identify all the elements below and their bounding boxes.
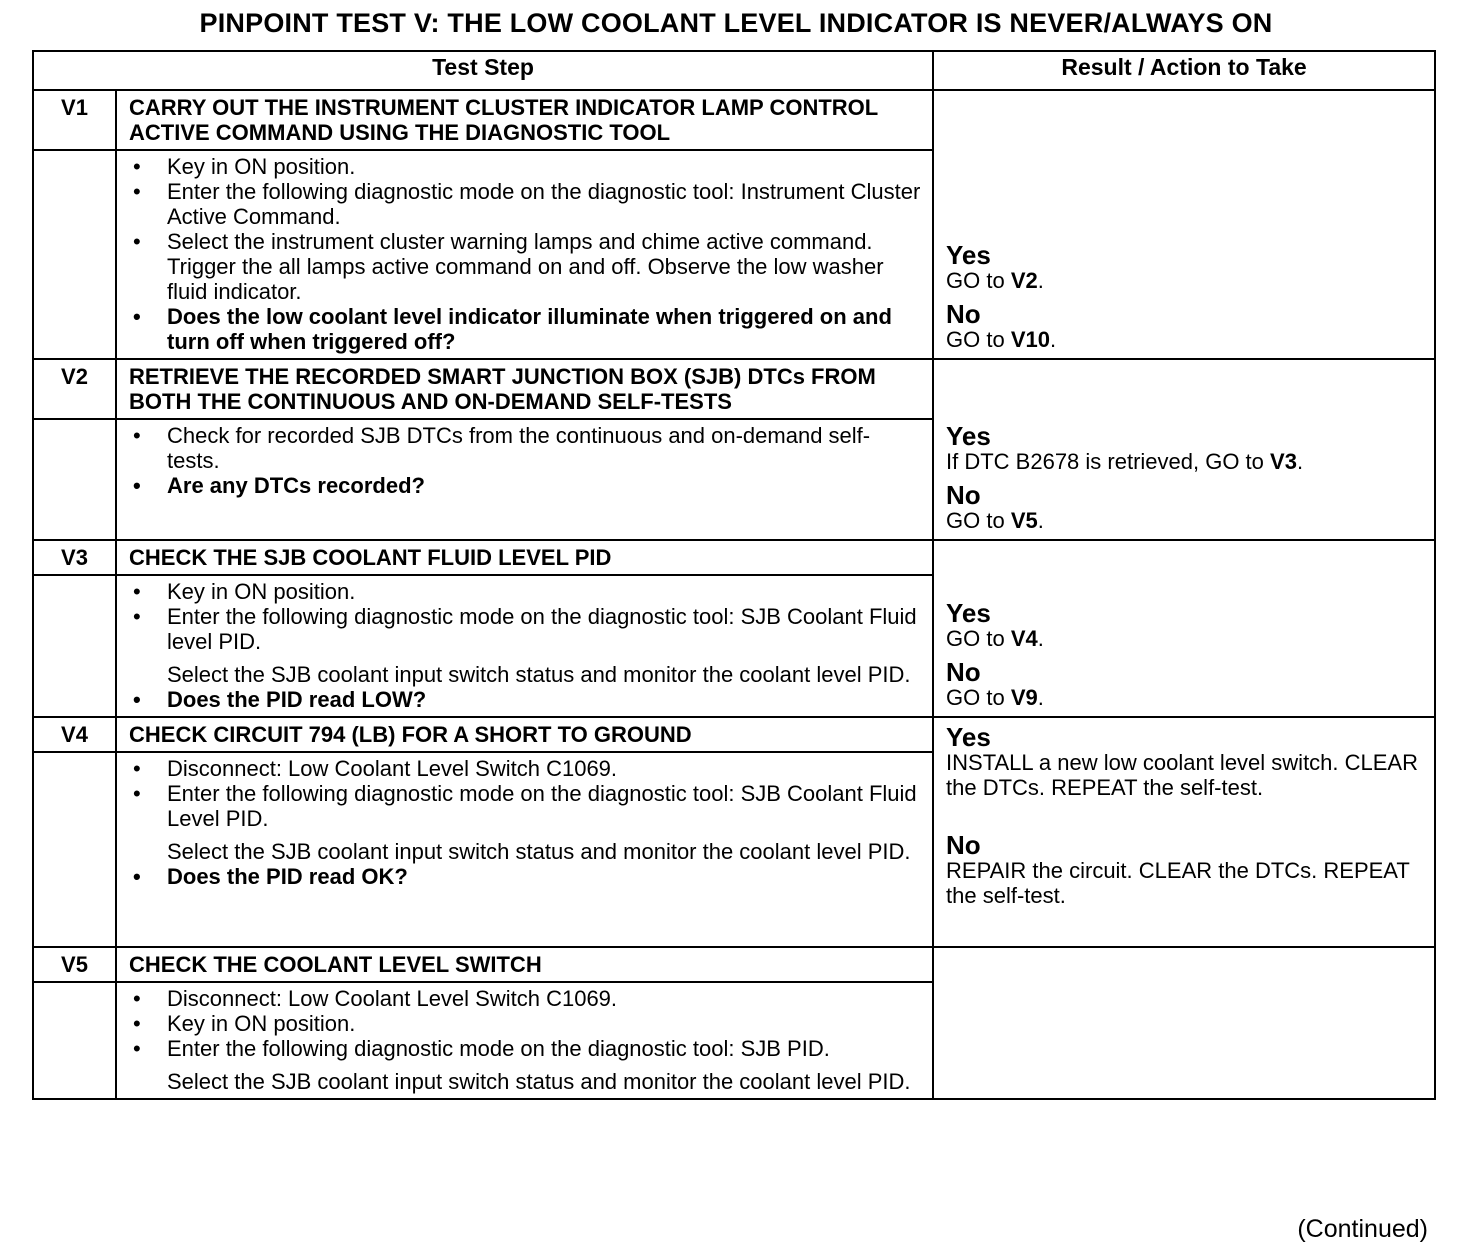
- result-yes: Yes If DTC B2678 is retrieved, GO to V3.: [946, 423, 1424, 474]
- result-no: [946, 832, 1424, 908]
- step-row-v5: [33, 947, 1435, 982]
- yes-label: Yes: [946, 598, 991, 628]
- list-item: • Select the instrument cluster warning lamps and chime active command. Trigger the all lamps active command on and off. Observe the low washer fluid indicator.: [127, 229, 922, 304]
- list-item: • Key in ON position.: [127, 1011, 922, 1036]
- result-cell-v2: [933, 359, 1435, 540]
- list-item: • Key in ON position.: [127, 154, 922, 179]
- list-item-question: • Does the PID read OK?: [127, 864, 922, 889]
- header-test-step: Test Step: [33, 51, 933, 90]
- step-title: RETRIEVE THE RECORDED SMART JUNCTION BOX (SJB) DTCs FROM BOTH THE CONTINUOUS AND ON-DEMAND SELF-TESTS: [116, 359, 933, 419]
- result-yes: Yes GO to V2.: [946, 242, 1424, 293]
- step-title: CARRY OUT THE INSTRUMENT CLUSTER INDICATOR LAMP CONTROL ACTIVE COMMAND USING THE DIAGNOSTIC TOOL: [116, 90, 933, 150]
- result-yes: Yes GO to V4.: [946, 600, 1424, 651]
- step-row-v4: [33, 717, 1435, 752]
- step-row-v3: [33, 540, 1435, 575]
- list-item: • Enter the following diagnostic mode on the diagnostic tool: SJB Coolant Fluid level PID.: [127, 604, 922, 654]
- list-item: • Disconnect: Low Coolant Level Switch C1069.: [127, 756, 922, 781]
- no-label: No: [946, 657, 981, 687]
- step-body: [116, 982, 933, 1099]
- list-item-question: • Are any DTCs recorded?: [127, 473, 922, 498]
- list-item: • Check for recorded SJB DTCs from the continuous and on-demand self-tests.: [127, 423, 922, 473]
- step-note: Select the SJB coolant input switch status and monitor the coolant level PID.: [167, 662, 911, 687]
- list-item: • Key in ON position.: [127, 579, 922, 604]
- step-body: [116, 575, 933, 717]
- continued-label: (Continued): [1297, 1215, 1428, 1243]
- table-header-row: [33, 51, 1435, 90]
- list-item: • Disconnect: Low Coolant Level Switch C1069.: [127, 986, 922, 1011]
- step-note: Select the SJB coolant input switch status and monitor the coolant level PID.: [167, 1069, 911, 1094]
- result-cell-v5: [933, 947, 1435, 1099]
- header-result: Result / Action to Take: [933, 51, 1435, 90]
- no-label: No: [946, 830, 981, 860]
- result-cell-v1: [933, 90, 1435, 359]
- step-id: V4: [33, 717, 116, 752]
- step-id: V5: [33, 947, 116, 982]
- no-label: No: [946, 299, 981, 329]
- yes-label: Yes: [946, 421, 991, 451]
- step-id: V1: [33, 90, 116, 150]
- step-title: CHECK CIRCUIT 794 (LB) FOR A SHORT TO GROUND: [116, 717, 933, 752]
- yes-label: Yes: [946, 722, 991, 752]
- yes-ref: V2: [1010, 268, 1038, 293]
- no-text: GO to: [946, 327, 1011, 352]
- yes-ref: V4: [1010, 626, 1038, 651]
- yes-text: INSTALL a new low coolant level switch. CLEAR the DTCs. REPEAT the self-test.: [946, 750, 1418, 800]
- result-no: No GO to V9.: [946, 659, 1424, 710]
- no-label: No: [946, 480, 981, 510]
- step-row-v2: [33, 359, 1435, 419]
- yes-text: If DTC B2678 is retrieved, GO to: [946, 449, 1271, 474]
- no-ref: V10: [1010, 327, 1050, 352]
- list-item-question: • Does the low coolant level indicator illuminate when triggered on and turn off when triggered off?: [127, 304, 922, 354]
- result-cell-v3: [933, 540, 1435, 717]
- list-item: • Enter the following diagnostic mode on the diagnostic tool: Instrument Cluster Active Command.: [127, 179, 922, 229]
- step-title: CHECK THE SJB COOLANT FLUID LEVEL PID: [116, 540, 933, 575]
- step-body: [116, 419, 933, 540]
- step-row-v1: [33, 90, 1435, 150]
- step-id: V2: [33, 359, 116, 419]
- no-ref: V9: [1010, 685, 1038, 710]
- step-id: V3: [33, 540, 116, 575]
- step-body: [116, 150, 933, 359]
- list-item-question: • Does the PID read LOW?: [127, 687, 922, 712]
- page-title: PINPOINT TEST V: THE LOW COOLANT LEVEL INDICATOR IS NEVER/ALWAYS ON: [199, 8, 1273, 38]
- result-yes: [946, 724, 1424, 800]
- result-no: No GO to V5.: [946, 482, 1424, 533]
- list-item: • Enter the following diagnostic mode on the diagnostic tool: SJB Coolant Fluid Level PID.: [127, 781, 922, 831]
- yes-text: GO to: [946, 626, 1011, 651]
- yes-ref: V3: [1270, 449, 1297, 474]
- no-text: GO to: [946, 508, 1011, 533]
- pinpoint-test-table: [32, 50, 1436, 1100]
- result-cell-v4: [933, 717, 1435, 947]
- no-text: REPAIR the circuit. CLEAR the DTCs. REPEAT the self-test.: [946, 858, 1410, 908]
- no-text: GO to: [946, 685, 1011, 710]
- step-body: [116, 752, 933, 947]
- list-item: • Enter the following diagnostic mode on the diagnostic tool: SJB PID.: [127, 1036, 922, 1061]
- no-ref: V5: [1010, 508, 1038, 533]
- yes-text: GO to: [946, 268, 1011, 293]
- result-no: No GO to V10.: [946, 301, 1424, 352]
- step-note: Select the SJB coolant input switch status and monitor the coolant level PID.: [167, 839, 911, 864]
- step-title: CHECK THE COOLANT LEVEL SWITCH: [116, 947, 933, 982]
- yes-label: Yes: [946, 240, 991, 270]
